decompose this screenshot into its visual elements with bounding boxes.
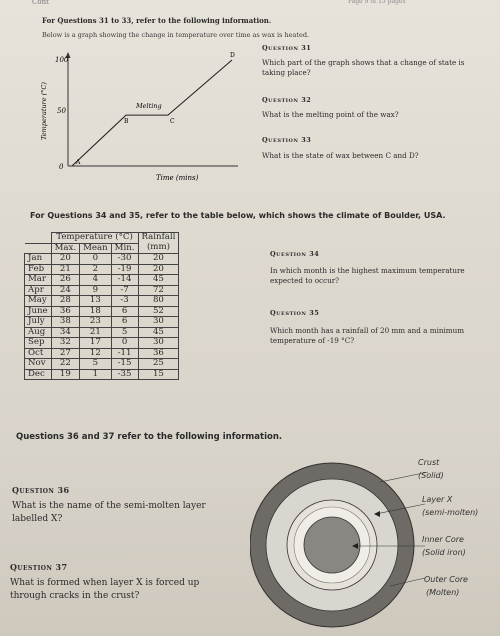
table-row <box>25 359 179 370</box>
month-cell: Jan <box>25 254 52 265</box>
crust-state: (Solid) <box>418 471 444 480</box>
point-label-a: A <box>76 159 81 166</box>
inner-core <box>304 517 360 573</box>
climate-table <box>24 232 179 380</box>
question-33-text: What is the state of wax between C and D? <box>262 151 419 160</box>
question-34-text: In which month is the highest maximum temperature expected to occur? <box>270 266 465 285</box>
value-cell: 28 <box>51 296 80 307</box>
value-cell: -11 <box>111 348 138 359</box>
value-cell: 5 <box>111 327 138 338</box>
temperature-line <box>72 60 232 166</box>
value-cell: 24 <box>51 285 80 296</box>
month-cell: Sep <box>25 338 52 349</box>
question-32-text: What is the melting point of the wax? <box>262 110 399 119</box>
value-cell: 30 <box>138 317 179 328</box>
month-cell: Nov <box>25 359 52 370</box>
melting-annotation: Melting <box>136 102 162 110</box>
value-cell: 52 <box>138 306 179 317</box>
table-row <box>25 264 179 275</box>
table-row <box>25 285 179 296</box>
wax-heating-graph <box>28 48 258 188</box>
value-cell: 20 <box>138 254 179 265</box>
question-36-heading: Question 36 <box>12 485 70 495</box>
value-cell: 13 <box>80 296 112 307</box>
value-cell: 34 <box>51 327 80 338</box>
value-cell: 6 <box>111 317 138 328</box>
value-cell: 22 <box>51 359 80 370</box>
point-label-b: B <box>124 118 129 126</box>
rainfall-header: Rainfall <box>138 233 179 244</box>
value-cell: 9 <box>80 285 112 296</box>
inner-core-label: Inner Core <box>422 535 464 544</box>
month-cell: May <box>25 296 52 307</box>
inner-core-state: (Solid iron) <box>422 548 466 557</box>
value-cell: -35 <box>111 369 138 380</box>
table-row <box>25 369 179 380</box>
question-36-text: What is the name of the semi-molten layer labelled X? <box>12 501 206 524</box>
value-cell: 18 <box>80 306 112 317</box>
value-cell: 38 <box>51 317 80 328</box>
blank-subheader <box>25 243 52 254</box>
value-cell: -30 <box>111 254 138 265</box>
crust-label: Crust <box>418 458 440 467</box>
y-tick-0: 0 <box>59 163 64 171</box>
value-cell: 21 <box>80 327 112 338</box>
earth-layers-diagram <box>250 450 500 636</box>
table-row <box>25 338 179 349</box>
y-tick-50: 50 <box>57 107 66 115</box>
question-35-text: Which month has a rainfall of 20 mm and a minimum temperature of -19 °C? <box>270 326 465 345</box>
outer-core-state: (Molten) <box>426 588 460 597</box>
value-cell: 12 <box>80 348 112 359</box>
intro-subheading: Below is a graph showing the change in temperature over time as wax is heated. <box>42 31 310 39</box>
outer-core-label: Outer Core <box>424 575 468 584</box>
value-cell: 23 <box>80 317 112 328</box>
value-cell: 19 <box>51 369 80 380</box>
value-cell: 27 <box>51 348 80 359</box>
value-cell: 45 <box>138 327 179 338</box>
value-cell: 2 <box>80 264 112 275</box>
min-header: Min. <box>111 243 138 254</box>
table-row <box>25 327 179 338</box>
value-cell: 15 <box>138 369 179 380</box>
month-cell: Dec <box>25 369 52 380</box>
month-cell: Oct <box>25 348 52 359</box>
value-cell: -19 <box>111 264 138 275</box>
value-cell: 20 <box>138 264 179 275</box>
temperature-group-header: Temperature (°C) <box>51 233 138 244</box>
value-cell: 0 <box>80 254 112 265</box>
table-row <box>25 348 179 359</box>
value-cell: 26 <box>51 275 80 286</box>
value-cell: 0 <box>111 338 138 349</box>
value-cell: 6 <box>111 306 138 317</box>
blank-header <box>25 233 52 244</box>
month-cell: Feb <box>25 264 52 275</box>
layer-x-state: (semi-molten) <box>422 508 479 517</box>
question-37-heading: Question 37 <box>10 562 68 572</box>
question-34-heading: Question 34 <box>270 250 320 258</box>
value-cell: 32 <box>51 338 80 349</box>
value-cell: 36 <box>138 348 179 359</box>
value-cell: -7 <box>111 285 138 296</box>
max-header: Max. <box>51 243 80 254</box>
value-cell: 80 <box>138 296 179 307</box>
table-row <box>25 296 179 307</box>
value-cell: 20 <box>51 254 80 265</box>
month-cell: Apr <box>25 285 52 296</box>
mean-header: Mean <box>80 243 112 254</box>
question-31-text: Which part of the graph shows that a change of state is taking place? <box>262 58 465 77</box>
y-tick-100: 100 <box>55 56 69 64</box>
month-cell: Aug <box>25 327 52 338</box>
point-label-c: C <box>170 118 175 126</box>
value-cell: 5 <box>80 359 112 370</box>
section-36-37-heading: Questions 36 and 37 refer to the following information. <box>16 432 283 442</box>
value-cell: 21 <box>51 264 80 275</box>
value-cell: -14 <box>111 275 138 286</box>
table-row <box>25 317 179 328</box>
value-cell: 1 <box>80 369 112 380</box>
value-cell: 4 <box>80 275 112 286</box>
value-cell: 72 <box>138 285 179 296</box>
x-axis-label: Time (mins) <box>156 174 199 182</box>
month-cell: Mar <box>25 275 52 286</box>
question-33-heading: Question 33 <box>262 136 312 144</box>
layer-x-label: Layer X <box>422 495 453 504</box>
value-cell: -3 <box>111 296 138 307</box>
table-row <box>25 254 179 265</box>
question-31-heading: Question 31 <box>262 44 312 52</box>
section-34-35-heading: For Questions 34 and 35, refer to the table below, which shows the climate of Boulder, USA. <box>30 211 446 220</box>
page-label: Page 9 of 15 pages <box>348 0 406 5</box>
month-cell: July <box>25 317 52 328</box>
question-37-text: What is formed when layer X is forced up through cracks in the crust? <box>10 578 200 601</box>
table-row <box>25 275 179 286</box>
corner-text: Cont <box>32 0 49 6</box>
value-cell: -15 <box>111 359 138 370</box>
value-cell: 25 <box>138 359 179 370</box>
value-cell: 30 <box>138 338 179 349</box>
y-axis-label: Temperature (°C) <box>40 82 48 140</box>
question-35-heading: Question 35 <box>270 309 320 317</box>
rainfall-unit: (mm) <box>138 243 179 254</box>
question-32-heading: Question 32 <box>262 96 312 104</box>
value-cell: 45 <box>138 275 179 286</box>
value-cell: 17 <box>80 338 112 349</box>
table-row <box>25 306 179 317</box>
value-cell: 36 <box>51 306 80 317</box>
intro-heading: For Questions 31 to 33, refer to the following information. <box>42 16 272 25</box>
point-label-d: D <box>230 52 235 59</box>
month-cell: June <box>25 306 52 317</box>
